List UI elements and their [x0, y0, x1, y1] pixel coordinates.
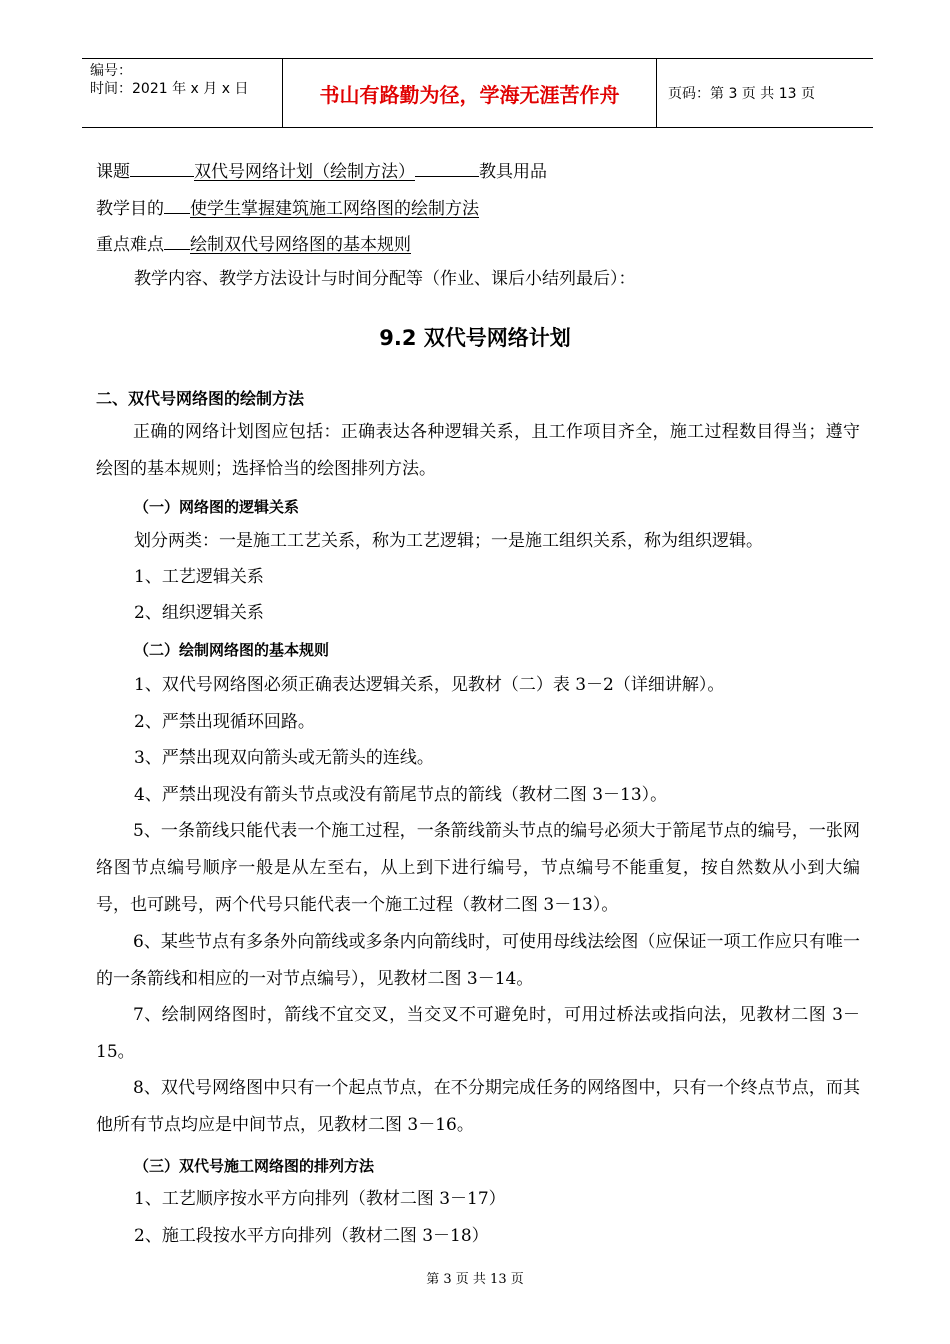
rule-item: 7、绘制网络图时，箭线不宜交叉，当交叉不可避免时，可用过桥法或指向法，见教材二图 3－15。: [96, 1005, 860, 1062]
page-title: 9.2 双代号网络计划: [379, 326, 571, 350]
page-header: [82, 58, 873, 128]
sub3-item: 2、施工段按水平方向排列（教材二图 3－18）: [134, 1226, 489, 1246]
topic-label: 课题: [96, 162, 130, 182]
goal-label: 教学目的: [96, 199, 164, 219]
number-label: 编号：: [90, 63, 132, 79]
focus-line: [96, 231, 411, 256]
sub1-item: 1、工艺逻辑关系: [134, 567, 264, 587]
rule-item: 4、严禁出现没有箭头节点或没有箭尾节点的箭线（教材二图 3－13）。: [134, 785, 668, 805]
sub2-heading: （二）绘制网络图的基本规则: [134, 641, 330, 659]
header-meta-cell: [82, 59, 283, 127]
sub3-heading: （三）双代号施工网络图的排列方法: [134, 1157, 375, 1175]
focus-label: 重点难点: [96, 235, 164, 255]
rule-item: 3、严禁出现双向箭头或无箭头的连线。: [134, 748, 434, 768]
rule-item: 2、严禁出现循环回路。: [134, 712, 315, 732]
time-label: 时间：2021 年 x 月 x 日: [90, 81, 249, 97]
rule-item: 5、一条箭线只能代表一个施工过程，一条箭线箭头节点的编号必须大于箭尾节点的编号，一张网络图节点编号顺序一般是从左至右，从上到下进行编号，节点编号不能重复，按自然数从小到大编号，也可跳号，两个代号只能代表一个施工过程（教材二图 3－13）。: [96, 821, 860, 915]
topic-line: [96, 158, 547, 183]
goal-line: [96, 195, 479, 220]
topic-value: 双代号网络计划（绘制方法）: [194, 162, 415, 182]
aids-label: 教具用品: [479, 162, 547, 182]
rule-item: 1、双代号网络图必须正确表达逻辑关系，见教材（二）表 3－2（详细讲解）。: [134, 675, 725, 695]
goal-value: 使学生掌握建筑施工网络图的绘制方法: [190, 199, 479, 219]
sub1-item: 2、组织逻辑关系: [134, 603, 264, 623]
sub1-text: 划分两类：一是施工工艺关系，称为工艺逻辑；一是施工组织关系，称为组织逻辑。: [134, 531, 763, 551]
section-intro: 正确的网络计划图应包括：正确表达各种逻辑关系，且工作项目齐全，施工过程数目得当；遵守绘图的基本规则；选择恰当的绘图排列方法。: [96, 422, 860, 479]
section-heading: 二、双代号网络图的绘制方法: [96, 389, 305, 408]
rule-item: 6、某些节点有多条外向箭线或多条内向箭线时，可使用母线法绘图（应保证一项工作应只有唯一的一条箭线和相应的一对节点编号），见教材二图 3－14。: [96, 932, 860, 989]
sub1-heading: （一）网络图的逻辑关系: [134, 498, 300, 516]
page-footer: 第 3 页 共 13 页: [426, 1272, 524, 1287]
focus-value: 绘制双代号网络图的基本规则: [190, 235, 411, 255]
motto: 书山有路勤为径，学海无涯苦作舟: [283, 59, 657, 127]
content-note: 教学内容、教学方法设计与时间分配等（作业、课后小结列最后）：: [134, 269, 636, 289]
rule-item: 8、双代号网络图中只有一个起点节点，在不分期完成任务的网络图中，只有一个终点节点，而其他所有节点均应是中间节点，见教材二图 3－16。: [96, 1078, 860, 1135]
page-info: 页码：第 3 页 共 13 页: [668, 86, 815, 102]
sub3-item: 1、工艺顺序按水平方向排列（教材二图 3－17）: [134, 1189, 506, 1209]
